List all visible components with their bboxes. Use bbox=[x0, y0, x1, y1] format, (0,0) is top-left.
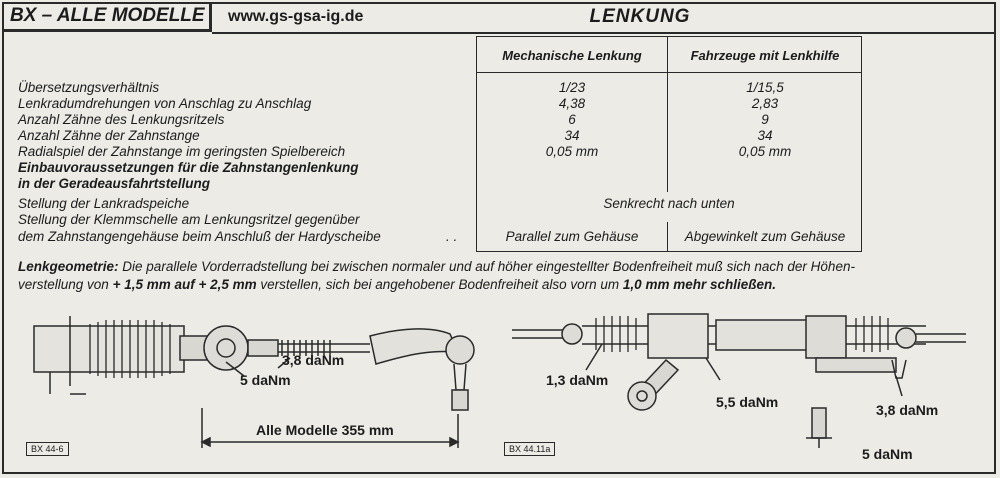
torque-label: 5 daNm bbox=[862, 446, 913, 462]
row-label: Anzahl Zähne der Zahnstange bbox=[18, 128, 200, 143]
geometry-text: verstellung von bbox=[18, 277, 109, 292]
clamp-value-mech: Parallel zum Gehäuse bbox=[505, 229, 639, 244]
geometry-bold: + 1,5 mm auf + 2,5 mm bbox=[112, 277, 257, 292]
spoke-label: Stellung der Lankradspeiche bbox=[18, 196, 190, 211]
geometry-bold: 1,0 mm mehr schließen. bbox=[622, 277, 776, 292]
website-url: www.gs-gsa-ig.de bbox=[228, 8, 364, 25]
col-header-mechanical: Mechanische Lenkung bbox=[502, 48, 642, 63]
torque-label: 1,3 daNm bbox=[546, 372, 609, 388]
figure-tag: BX 44-6 bbox=[26, 442, 69, 456]
row-label: Lenkradumdrehungen von Anschlag zu Anschlag bbox=[18, 96, 312, 111]
row-value-mech: 4,38 bbox=[558, 96, 586, 111]
row-value-power: 34 bbox=[757, 128, 773, 143]
torque-label: 3,8 daNm bbox=[282, 352, 345, 368]
header-divider bbox=[212, 32, 996, 34]
dimension-label: Alle Modelle 355 mm bbox=[256, 422, 394, 438]
leader-dots: . . bbox=[446, 229, 458, 244]
row-label: Anzahl Zähne des Lenkungsritzels bbox=[18, 112, 225, 127]
spec-table-header-divider bbox=[476, 72, 862, 73]
geometry-text: Die parallele Vorderradstellung bei zwischen normaler und auf höher eingestellter Bodenfreiheit muß sich nach der Höhen- bbox=[122, 259, 855, 274]
row-label: Übersetzungsverhältnis bbox=[18, 80, 160, 95]
row-value-power: 9 bbox=[761, 112, 769, 127]
row-value-mech: 6 bbox=[568, 112, 576, 127]
row-value-power: 1/15,5 bbox=[746, 80, 784, 95]
row-label: Radialspiel der Zahnstange im geringsten Spielbereich bbox=[18, 144, 346, 159]
clamp-label: dem Zahnstangengehäuse beim Anschluß der Hardyscheibe bbox=[18, 229, 381, 244]
model-header: BX – ALLE MODELLE bbox=[2, 2, 212, 32]
geometry-text: verstellen, sich bei angehobener Bodenfreiheit also vorn um bbox=[260, 277, 620, 292]
clamp-label: Stellung der Klemmschelle am Lenkungsritzel gegenüber bbox=[18, 212, 360, 227]
col-header-power: Fahrzeuge mit Lenkhilfe bbox=[690, 48, 840, 63]
geometry-paragraph bbox=[18, 258, 978, 294]
figure-tag: BX 44.11a bbox=[504, 442, 555, 456]
row-value-mech: 34 bbox=[564, 128, 580, 143]
geometry-lead: Lenkgeometrie: bbox=[18, 259, 119, 274]
row-value-mech: 1/23 bbox=[558, 80, 586, 95]
page-title: LENKUNG bbox=[589, 6, 691, 27]
clamp-value-power: Abgewinkelt zum Gehäuse bbox=[684, 229, 846, 244]
section-heading: in der Geradeausfahrtstellung bbox=[18, 176, 211, 191]
row-value-power: 2,83 bbox=[751, 96, 779, 111]
row-value-mech: 0,05 mm bbox=[545, 144, 599, 159]
row-value-power: 0,05 mm bbox=[738, 144, 792, 159]
torque-label: 5 daNm bbox=[240, 372, 291, 388]
torque-label: 5,5 daNm bbox=[716, 394, 779, 410]
spoke-value: Senkrecht nach unten bbox=[603, 196, 735, 211]
torque-label: 3,8 daNm bbox=[876, 402, 939, 418]
section-heading: Einbauvoraussetzungen für die Zahnstangenlenkung bbox=[18, 160, 359, 175]
